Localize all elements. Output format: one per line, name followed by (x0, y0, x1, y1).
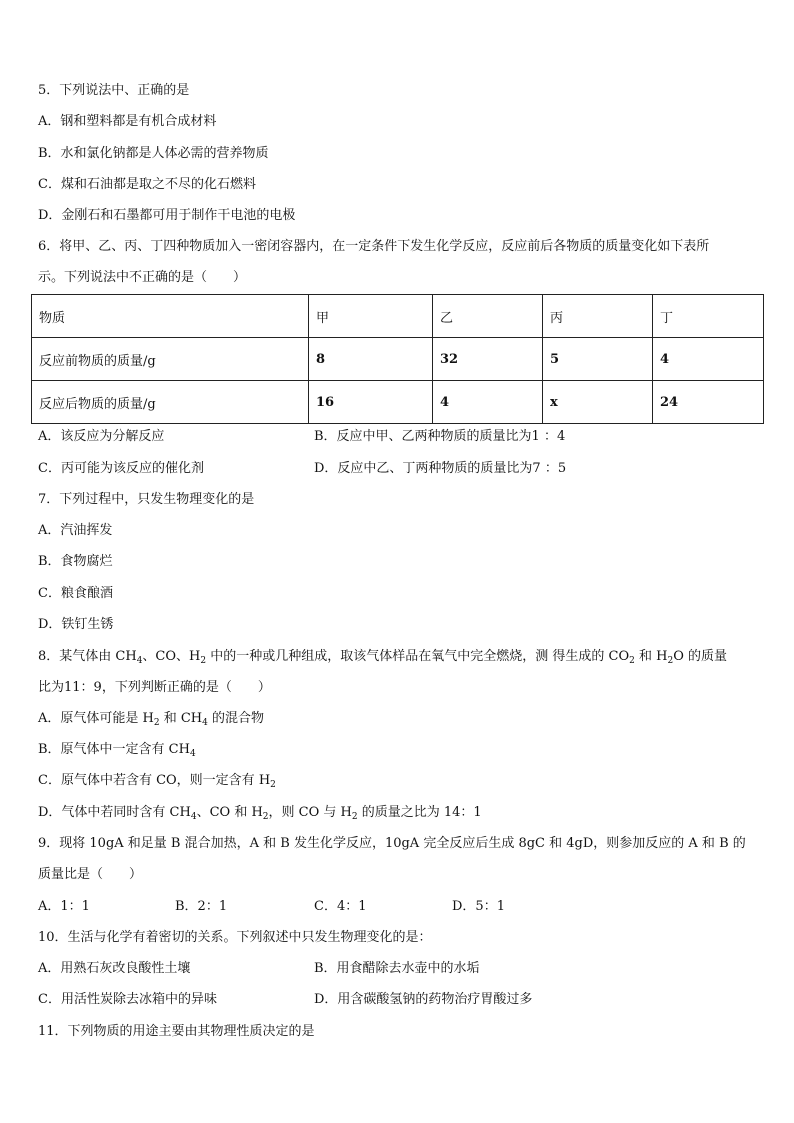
q9-option-d: D．5：1 (452, 899, 505, 914)
q9-option-a: A．1：1 (38, 899, 90, 914)
q10-option-d: D．用含碳酸氢钠的药物治疗胃酸过多 (314, 992, 533, 1007)
table-header-cell: 丙 (543, 295, 653, 338)
q10-option-c: C．用活性炭除去冰箱中的异味 (38, 992, 217, 1007)
q9-stem-line1: 9．现将 10gA 和足量 B 混合加热，A 和 B 发生化学反应，10gA 完全反应后生成 8gC 和 4gD，则参加反应的 A 和 B 的 (38, 836, 746, 851)
q8-option-b: B．原气体中一定含有 $CH_4$ (38, 742, 196, 759)
q8-option-c: C．原气体中若含有 CO，则一定含有 $H_2$ (38, 773, 276, 790)
q8-stem-line1: 8．某气体由 $CH_4$、CO、$H_2$ 中的一种或几种组成，取该气体样品在氧气中完全燃烧，测 得生成的 $CO_2$ 和 $H_2O$ 的质量 (38, 649, 727, 666)
table-row (32, 381, 764, 424)
table-header-cell: 甲 (309, 295, 433, 338)
q7-option-a: A．汽油挥发 (38, 523, 113, 538)
q8-stem-line2: 比为11：9，下列判断正确的是（ ） (38, 680, 271, 695)
q10-stem: 10．生活与化学有着密切的关系。下列叙述中只发生物理变化的是： (38, 930, 432, 945)
table-cell: 4 (433, 381, 543, 424)
table-cell: 24 (653, 381, 764, 424)
table-cell: 反应前物质的质量/g (32, 338, 309, 381)
table-cell: 16 (309, 381, 433, 424)
table-row (32, 338, 764, 381)
table-header-cell: 乙 (433, 295, 543, 338)
q5-option-c: C．煤和石油都是取之不尽的化石燃料 (38, 177, 256, 192)
q6-option-b: B．反应中甲、乙两种物质的质量比为1 ：4 (314, 429, 566, 444)
q7-option-b: B．食物腐烂 (38, 554, 113, 569)
q9-stem-line2: 质量比是（ ） (38, 867, 143, 882)
table-cell: 32 (433, 338, 543, 381)
table-cell: 8 (309, 338, 433, 381)
table-header-cell: 丁 (653, 295, 764, 338)
table-cell: 5 (543, 338, 653, 381)
q6-option-a: A．该反应为分解反应 (38, 429, 165, 444)
table-cell: x (543, 381, 653, 424)
q8-option-d: D．气体中若同时含有 $CH_4$、CO 和 $H_2$，则 CO 与 $H_2$ 的质量之比为 14：1 (38, 805, 482, 822)
table-header-row (32, 295, 764, 338)
q9-option-b: B．2：1 (175, 899, 228, 914)
table-cell: 反应后物质的质量/g (32, 381, 309, 424)
q6-option-c: C．丙可能为该反应的催化剂 (38, 461, 204, 476)
q7-option-d: D．铁钉生锈 (38, 617, 114, 632)
q10-option-a: A．用熟石灰改良酸性土壤 (38, 961, 191, 976)
q5-stem: 5．下列说法中、正确的是 (38, 83, 190, 98)
q11-stem: 11．下列物质的用途主要由其物理性质决定的是 (38, 1024, 315, 1039)
q6-option-d: D．反应中乙、丁两种物质的质量比为7 ：5 (314, 461, 567, 476)
q5-option-a: A．钢和塑料都是有机合成材料 (38, 114, 217, 129)
q7-stem: 7．下列过程中，只发生物理变化的是 (38, 492, 255, 507)
q5-option-d: D．金刚石和石墨都可用于制作干电池的电极 (38, 208, 296, 223)
table-header-cell: 物质 (32, 295, 309, 338)
q9-option-c: C．4：1 (314, 899, 367, 914)
q6-stem-line1: 6．将甲、乙、丙、丁四种物质加入一密闭容器内，在一定条件下发生化学反应，反应前后各物质的质量变化如下表所 (38, 239, 710, 254)
q6-stem-line2: 示。下列说法中不正确的是（ ） (38, 270, 247, 285)
q7-option-c: C．粮食酿酒 (38, 586, 113, 601)
table-cell: 4 (653, 338, 764, 381)
q6-mass-table (31, 294, 764, 424)
q5-option-b: B．水和氯化钠都是人体必需的营养物质 (38, 146, 269, 161)
q10-option-b: B．用食醋除去水壶中的水垢 (314, 961, 480, 976)
q8-option-a: A．原气体可能是 $H_2$ 和 $CH_4$ 的混合物 (38, 711, 265, 728)
